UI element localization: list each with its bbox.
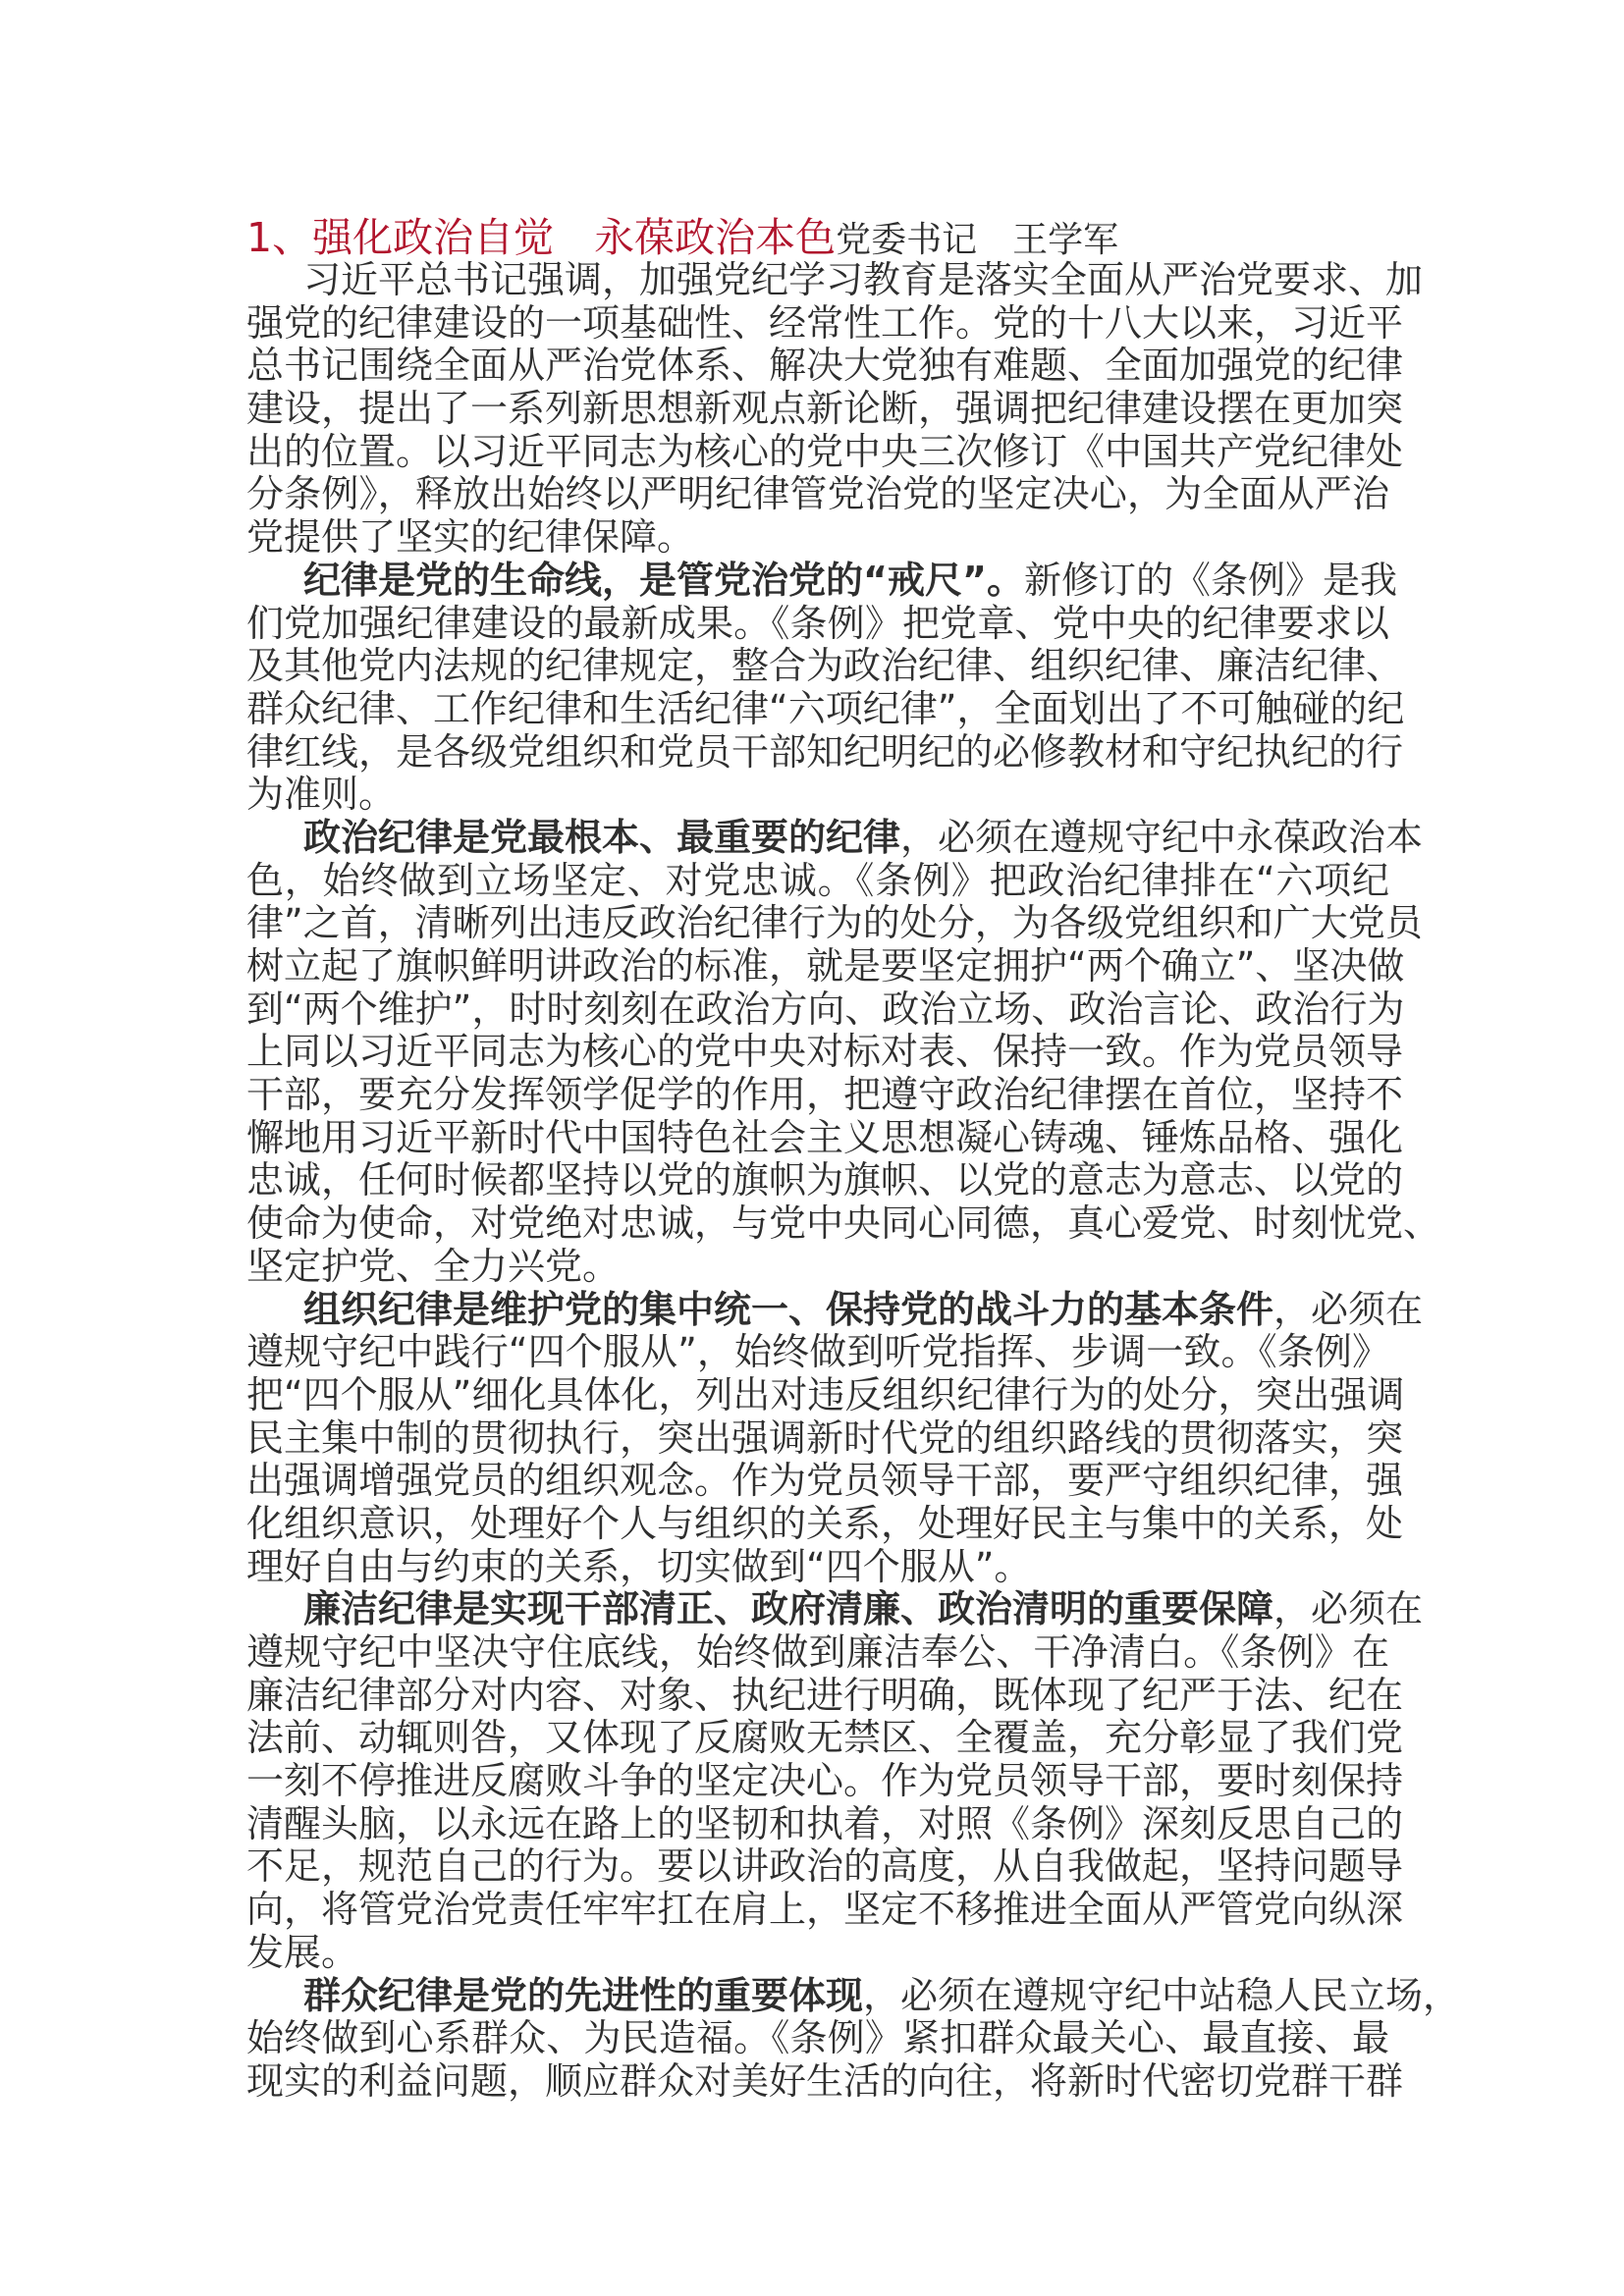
text-line: [246, 901, 1423, 945]
line-text: ，必须在遵规守纪中永葆政治本: [900, 815, 1424, 859]
paragraph-lead-bold: 廉洁纪律是实现干部清正、政府清廉、政治清明的重要保障: [303, 1587, 1274, 1631]
text-line: [246, 1673, 1404, 1718]
line-text: 民主集中制的贯彻执行，突出强调新时代党的组织路线的贯彻落实，突: [246, 1415, 1404, 1460]
line-text: 理好自由与约束的关系，切实做到“四个服从”。: [246, 1544, 1032, 1588]
line-text: 树立起了旗帜鲜明讲政治的标准，就是要坚定拥护“两个确立”、坚决做: [246, 944, 1405, 988]
text-line: [246, 258, 1424, 302]
text-line: [246, 1973, 1461, 2018]
line-text: 化组织意识，处理好个人与组织的关系，处理好民主与集中的关系，处: [246, 1501, 1404, 1545]
text-line: [246, 1030, 1404, 1074]
article-title: [246, 216, 1389, 259]
paragraph: [246, 258, 1424, 560]
text-line: [246, 516, 1389, 560]
paragraph: [246, 815, 1441, 1289]
text-line: [246, 944, 1405, 988]
text-line: [246, 860, 1389, 903]
text-line: [246, 1759, 1404, 1803]
line-text: 始终做到心系群众、为民造福。《条例》紧扣群众最关心、最直接、最: [246, 2016, 1389, 2060]
document-body: [246, 214, 1461, 2104]
line-text: 党提供了坚实的纪律保障。: [246, 515, 695, 560]
line-text: 一刻不停推进反腐败斗争的坚定决心。作为党员领导干部，要时刻保持: [246, 1759, 1404, 1803]
paragraph: [246, 558, 1405, 817]
text-line: [246, 1201, 1441, 1246]
text-line: [246, 2017, 1389, 2060]
line-text: 廉洁纪律部分对内容、对象、执纪进行明确，既体现了纪严于法、纪在: [246, 1673, 1404, 1717]
line-text: 向，将管党治党责任牢牢扛在肩上，坚定不移推进全面从严管党向纵深: [246, 1888, 1404, 1932]
text-line: [246, 1073, 1404, 1117]
line-text: 们党加强纪律建设的最新成果。《条例》把党章、党中央的纪律要求以: [246, 601, 1389, 645]
line-text: 及其他党内法规的纪律规定，整合为政治纪律、组织纪律、廉洁纪律、: [246, 644, 1404, 688]
text-line: [246, 1501, 1404, 1546]
line-text: 忠诚，任何时候都坚持以党的旗帜为旗帜、以党的意志为意志、以党的: [246, 1158, 1404, 1202]
paragraph: [246, 1287, 1424, 1589]
line-text: ，必须在: [1273, 1287, 1424, 1331]
line-text: 不足，规范自己的行为。要以讲政治的高度，从自我做起，坚持问题导: [246, 1844, 1404, 1889]
line-text: 新修订的《条例》是我: [1023, 558, 1397, 602]
paragraph-lead-bold: 政治纪律是党最根本、最重要的纪律: [303, 815, 901, 859]
line-text: 色，始终做到立场坚定、对党忠诚。《条例》把政治纪律排在“六项纪: [246, 858, 1389, 902]
text-line: [246, 1287, 1424, 1332]
paragraph: [246, 1587, 1424, 1974]
title-heading: 1、强化政治自觉 永葆政治本色: [246, 214, 837, 261]
line-text: 强党的纪律建设的一项基础性、经常性工作。党的十八大以来，习近平: [246, 300, 1404, 345]
line-text: 使命为使命，对党绝对忠诚，与党中央同心同德，真心爱党、时刻忧党、: [246, 1201, 1441, 1246]
line-text: 分条例》，释放出始终以严明纪律管党治党的坚定决心，为全面从严治: [246, 472, 1389, 516]
line-text: 群众纪律、工作纪律和生活纪律“六项纪律”，全面划出了不可触碰的纪: [246, 686, 1405, 730]
line-text: 遵规守纪中践行“四个服从”，始终做到听党指挥、步调一致。《条例》: [246, 1330, 1389, 1374]
text-line: [246, 1932, 1389, 1975]
text-line: [246, 729, 1404, 774]
text-line: [246, 1415, 1404, 1461]
text-line: [246, 1801, 1404, 1846]
line-text: 到“两个维护”，时时刻刻在政治方向、政治立场、政治言论、政治行为: [246, 987, 1405, 1031]
text-line: [246, 473, 1389, 516]
text-line: [246, 1844, 1404, 1889]
text-line: [246, 987, 1405, 1032]
line-text: 把“四个服从”细化具体化，列出对违反组织纪律行为的处分，突出强调: [246, 1372, 1405, 1416]
line-text: 发展。: [246, 1930, 359, 1974]
paragraph: [246, 1973, 1461, 2104]
text-line: [246, 558, 1397, 603]
line-text: 遵规守纪中坚决守住底线，始终做到廉洁奉公、干净清白。《条例》在: [246, 1630, 1389, 1674]
text-line: [246, 1546, 1389, 1589]
line-text: 出强调增强党员的组织观念。作为党员领导干部，要严守组织纪律，强: [246, 1459, 1404, 1503]
text-line: [246, 387, 1404, 431]
text-line: [246, 429, 1404, 474]
text-line: [246, 1587, 1424, 1631]
line-text: 法前、动辄则咎，又体现了反腐败无禁区、全覆盖，充分彰显了我们党: [246, 1716, 1404, 1760]
line-text: 清醒头脑，以永远在路上的坚韧和执着，对照《条例》深刻反思自己的: [246, 1801, 1404, 1845]
paragraph-lead-bold: 群众纪律是党的先进性的重要体现: [303, 1973, 864, 2017]
line-text: 出的位置。以习近平同志为核心的党中央三次修订《中国共产党纪律处: [246, 429, 1404, 473]
line-text: ，必须在遵规守纪中站稳人民立场，: [863, 1973, 1461, 2017]
text-line: [246, 774, 1389, 817]
text-line: [246, 644, 1404, 688]
paragraphs: [246, 258, 1461, 2104]
text-line: [246, 1888, 1404, 1932]
text-line: [246, 1372, 1405, 1417]
line-text: 现实的利益问题，顺应群众对美好生活的向往，将新时代密切党群干群: [246, 2058, 1404, 2103]
text-line: [246, 686, 1405, 731]
text-line: [246, 815, 1424, 860]
line-text: ，必须在: [1273, 1587, 1424, 1631]
line-text: 懈地用习近平新时代中国特色社会主义思想凝心铸魂、锤炼品格、强化: [246, 1115, 1404, 1159]
text-line: [246, 300, 1404, 346]
line-text: 总书记围绕全面从严治党体系、解决大党独有难题、全面加强党的纪律: [246, 344, 1404, 388]
text-line: [246, 1459, 1404, 1503]
text-line: [246, 1716, 1404, 1760]
line-text: 建设，提出了一系列新思想新观点新论断，强调把纪律建设摆在更加突: [246, 387, 1404, 431]
text-line: [246, 1158, 1404, 1202]
title-author: 党委书记 王学军: [836, 220, 1119, 260]
text-line: [246, 603, 1389, 646]
line-text: 律”之首，清晰列出违反政治纪律行为的处分，为各级党组织和广大党员: [246, 901, 1423, 945]
line-text: 坚定护党、全力兴党。: [246, 1244, 621, 1288]
text-line: [246, 2058, 1404, 2104]
line-text: 律红线，是各级党组织和党员干部知纪明纪的必修教材和守纪执纪的行: [246, 729, 1404, 774]
text-line: [246, 344, 1404, 388]
text-line: [246, 1115, 1404, 1160]
line-text: 上同以习近平同志为核心的党中央对标对表、保持一致。作为党员领导: [246, 1030, 1404, 1074]
paragraph-lead-bold: 组织纪律是维护党的集中统一、保持党的战斗力的基本条件: [303, 1287, 1274, 1331]
line-text: 习近平总书记强调，加强党纪学习教育是落实全面从严治党要求、加: [303, 258, 1424, 301]
text-line: [246, 1331, 1389, 1374]
paragraph-lead-bold: 纪律是党的生命线，是管党治党的“戒尺”。: [303, 558, 1024, 602]
text-line: [246, 1631, 1389, 1675]
text-line: [246, 1246, 1389, 1289]
line-text: 为准则。: [246, 773, 397, 817]
line-text: 干部，要充分发挥领学促学的作用，把遵守政治纪律摆在首位，坚持不: [246, 1073, 1404, 1117]
